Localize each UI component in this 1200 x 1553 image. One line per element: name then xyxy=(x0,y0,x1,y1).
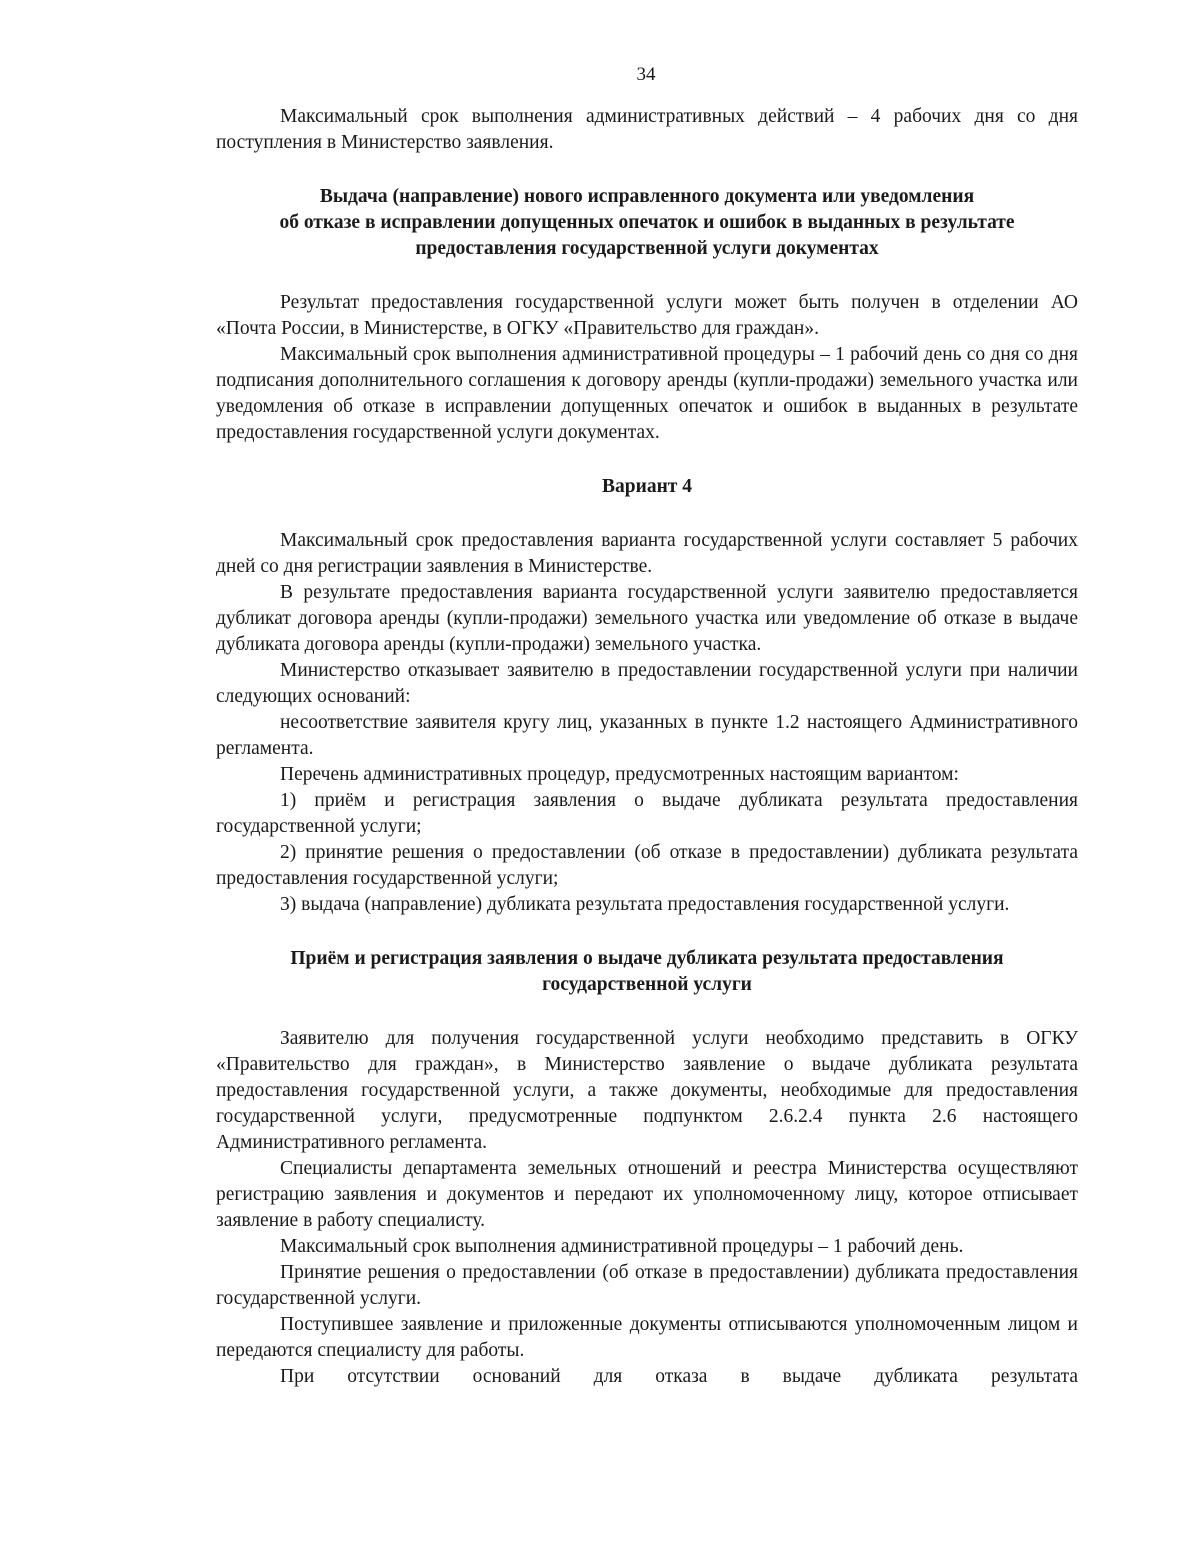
paragraph: Максимальный срок предоставления варианта государственной услуги составляет 5 рабочих дней со дня регистрации заявления в Министерстве. xyxy=(216,530,1078,577)
paragraph: Поступившее заявление и приложенные документы отписываются уполномоченным лицом и передаются специалисту для работы. xyxy=(216,1314,1078,1361)
paragraph: Максимальный срок выполнения административной процедуры – 1 рабочий день со дня со дня подписания дополнительного соглашения к договору аренды (купли-продажи) земельного участка или уведомления об отказе в исправлении допущенных опечаток и ошибок в выданных в результате предоставления государственной услуги документах. xyxy=(216,344,1078,443)
paragraph: Принятие решения о предоставлении (об отказе в предоставлении) дубликата предоставления государственной услуги. xyxy=(216,1262,1078,1309)
list-item: 3) выдача (направление) дубликата результата предоставления государственной услуги. xyxy=(280,894,1010,915)
paragraph: Перечень административных процедур, предусмотренных настоящим вариантом: xyxy=(280,764,959,785)
paragraph: несоответствие заявителя кругу лиц, указанных в пункте 1.2 настоящего Административного регламента. xyxy=(216,712,1078,759)
paragraph: При отсутствии оснований для отказа в выдаче дубликата результата xyxy=(280,1366,1078,1387)
heading-line: об отказе в исправлении допущенных опечаток и ошибок в выданных в результате xyxy=(279,212,1015,233)
paragraph: Максимальный срок выполнения административных действий – 4 рабочих дня со дня поступления в Министерство заявления. xyxy=(216,106,1078,153)
list-item: 2) принятие решения о предоставлении (об отказе в предоставлении) дубликата результата предоставления государственной услуги; xyxy=(216,842,1078,889)
paragraph: Министерство отказывает заявителю в предоставлении государственной услуги при наличии следующих оснований: xyxy=(216,660,1078,707)
paragraph: В результате предоставления варианта государственной услуги заявителю предоставляется дубликат договора аренды (купли-продажи) земельного участка или уведомление об отказе в выдаче дубликата договора аренды (купли-продажи) земельного участка. xyxy=(216,582,1078,655)
document-body xyxy=(216,104,1078,1390)
heading-line: государственной услуги xyxy=(542,974,752,995)
paragraph: Специалисты департамента земельных отношений и реестра Министерства осуществляют регистрацию заявления и документов и передают их уполномоченному лицу, которое отписывает заявление в работу специалисту. xyxy=(216,1158,1078,1231)
section-heading-registration xyxy=(216,946,1078,998)
paragraph: Результат предоставления государственной услуги может быть получен в отделении АО «Почта России, в Министерстве, в ОГКУ «Правительство для граждан». xyxy=(216,292,1078,339)
paragraph: Максимальный срок выполнения административной процедуры – 1 рабочий день. xyxy=(280,1236,964,1257)
heading-line: предоставления государственной услуги документах xyxy=(415,238,879,259)
list-item: 1) приём и регистрация заявления о выдаче дубликата результата предоставления государственной услуги; xyxy=(216,790,1078,837)
heading-line: Выдача (направление) нового исправленного документа или уведомления xyxy=(319,186,975,207)
page-number: 34 xyxy=(636,64,656,85)
section-heading-variant: Вариант 4 xyxy=(601,476,693,497)
paragraph: Заявителю для получения государственной услуги необходимо представить в ОГКУ «Правительство для граждан», в Министерство заявление о выдаче дубликата результата предоставления государственной услуги, а также документы, необходимые для предоставления государственной услуги, предусмотренные подпунктом 2.6.2.4 пункта 2.6 настоящего Административного регламента. xyxy=(216,1028,1078,1153)
heading-line: Приём и регистрация заявления о выдаче дубликата результата предоставления xyxy=(290,948,1004,969)
section-heading-correction xyxy=(216,184,1078,262)
